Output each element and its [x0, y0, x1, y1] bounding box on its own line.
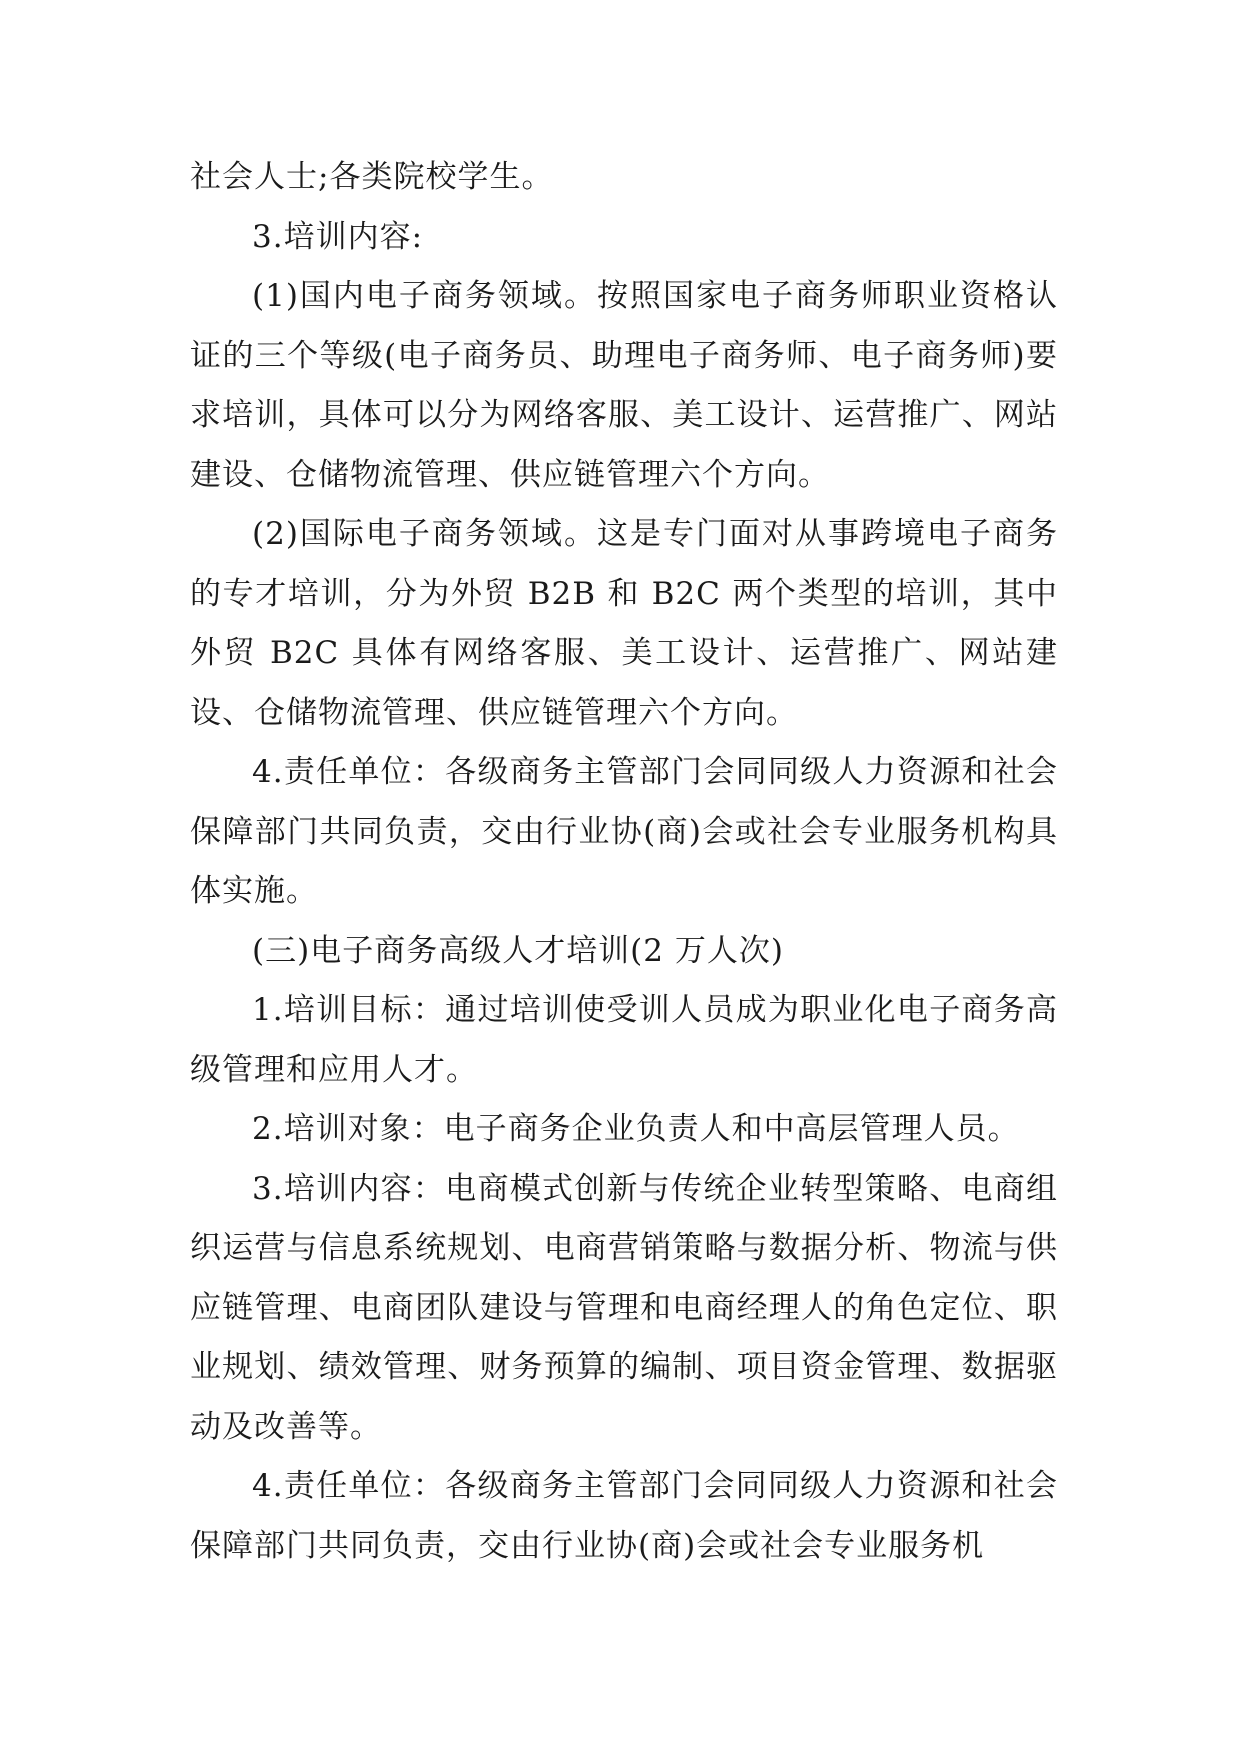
paragraph-7: 1.培训目标：通过培训使受训人员成为职业化电子商务高级管理和应用人才。: [190, 992, 1058, 1088]
paragraph-4: (2)国际电子商务领域。这是专门面对从事跨境电子商务的专才培训，分为外贸 B2B 和 B2C 两个类型的培训，其中外贸 B2C 具体有网络客服、美工设计、运营推广、网站建设、仓储物流管理、供应链管理六个方向。: [190, 516, 1058, 731]
paragraph-1: 社会人士;各类院校学生。: [190, 159, 554, 195]
paragraph-8: 2.培训对象：电子商务企业负责人和中高层管理人员。: [252, 1111, 1020, 1147]
paragraph-5: 4.责任单位：各级商务主管部门会同同级人力资源和社会保障部门共同负责，交由行业协(商)会或社会专业服务机构具体实施。: [190, 754, 1058, 909]
paragraph-2: 3.培训内容:: [252, 218, 424, 255]
paragraph-9: 3.培训内容：电商模式创新与传统企业转型策略、电商组织运营与信息系统规划、电商营销策略与数据分析、物流与供应链管理、电商团队建设与管理和电商经理人的角色定位、职业规划、绩效管理、财务预算的编制、项目资金管理、数据驱动及改善等。: [190, 1170, 1058, 1445]
paragraph-6: (三)电子商务高级人才培训(2 万人次): [252, 932, 784, 969]
paragraph-3: (1)国内电子商务领域。按照国家电子商务师职业资格认证的三个等级(电子商务员、助理电子商务师、电子商务师)要求培训，具体可以分为网络客服、美工设计、运营推广、网站建设、仓储物流管理、供应链管理六个方向。: [190, 278, 1058, 493]
paragraph-10: 4.责任单位：各级商务主管部门会同同级人力资源和社会保障部门共同负责，交由行业协(商)会或社会专业服务机: [190, 1468, 1058, 1564]
document-body: [190, 148, 1058, 1576]
